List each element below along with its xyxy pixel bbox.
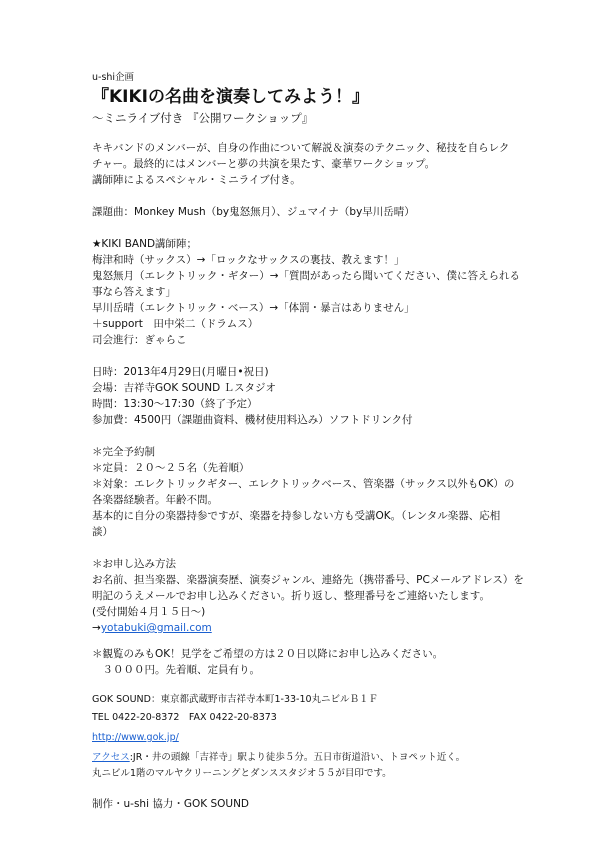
lecturers-heading: ★KIKI BAND講師陣；	[92, 238, 198, 250]
gok-url-line	[92, 730, 179, 746]
reservation-line: ＊定員：２０〜２５名（先着順）	[92, 462, 250, 474]
apply-heading: ＊お申し込み方法	[92, 558, 176, 570]
event-time: 時間：13:30〜17:30（終了予定）	[92, 398, 258, 410]
apply-line: お名前、担当楽器、楽器演奏歴、演奏ジャンル、連絡先（携帯番号、PCメールアドレス）を	[92, 574, 524, 586]
songs-line: 課題曲：Monkey Mush（by鬼怒無月）、ジュマイナ（by早川岳晴）	[92, 206, 415, 218]
arrow-label: →	[92, 622, 101, 634]
host-line: 司会進行：ぎゃらこ	[92, 334, 187, 346]
reservation-line: 各楽器経験者。年齢不問。	[92, 494, 218, 506]
event-fee: 参加費：4500円（課題曲資料、機材使用料込み）ソフトドリンク付	[92, 414, 413, 426]
apply-start: (受付開始４月１５日〜)	[92, 606, 206, 618]
lecturer-line: 鬼怒無月（エレクトリック・ギター）→「質問があったら聞いてください、僕に答えられる	[92, 270, 520, 282]
lecturer-line: 早川岳晴（エレクトリック・ベース）→「体罰・暴言はありません」	[92, 302, 415, 314]
footer-credit: 制作・u-shi 協力・GOK SOUND	[92, 798, 250, 810]
access-link[interactable]: アクセス	[92, 752, 130, 763]
access-line-2: 丸ニビル1階のマルヤクリーニングとダンススタジオ５５が目印です。	[92, 768, 392, 779]
event-date: 日時：2013年4月29日(月曜日•祝日)	[92, 366, 269, 378]
page-title: 『KIKIの名曲を演奏してみよう！』	[92, 87, 369, 107]
event-venue: 会場：吉祥寺GOK SOUND Ｌスタジオ	[92, 382, 277, 394]
viewing-line: ＊観覧のみもOK！見学をご希望の方は２０日以降にお申し込みください。	[92, 648, 444, 660]
lecturer-line: ＋support 田中栄二（ドラムス）	[92, 318, 259, 330]
planner-label: u-shi企画	[92, 72, 135, 83]
lecturer-line: 梅津和時（サックス）→「ロックなサックスの裏技、教えます！」	[92, 254, 405, 266]
viewing-line: ３０００円。先着順、定員有り。	[92, 664, 260, 676]
intro-line: キキバンドのメンバーが、自身の作曲について解説＆演奏のテクニック、秘技を自らレク	[92, 142, 510, 154]
apply-line: 明記のうえメールでお申し込みください。折り返し、整理番号をご連絡いたします。	[92, 590, 490, 602]
gok-address: GOK SOUND：東京都武蔵野市吉祥寺本町1-33-10丸ニビルＢ１Ｆ	[92, 694, 379, 705]
gok-phone: TEL 0422-20-8372 FAX 0422-20-8373	[92, 712, 277, 723]
reservation-line: ＊対象：エレクトリックギター、エレクトリックベース、管楽器（サックス以外もOK）の	[92, 478, 515, 490]
email-line	[92, 620, 212, 636]
access-text: :JR・井の頭線「吉祥寺」駅より徒歩５分。五日市街道沿い、トヨペット近く。	[129, 752, 466, 763]
intro-line: チャー。最終的にはメンバーと夢の共演を果たす、豪華ワークショップ。	[92, 158, 436, 170]
intro-line: 講師陣によるスペシャル・ミニライブ付き。	[92, 174, 301, 186]
lecturer-line: 事なら答えます」	[92, 286, 176, 298]
gok-url-link[interactable]: http://www.gok.jp/	[92, 732, 179, 743]
page-subtitle: 〜ミニライブ付き 『公開ワークショップ』	[92, 111, 314, 125]
access-line	[92, 750, 465, 766]
email-link[interactable]: yotabuki@gmail.com	[100, 622, 212, 634]
reservation-line: ＊完全予約制	[92, 446, 155, 458]
reservation-line: 基本的に自分の楽器持参ですが、楽器を持参しない方も受講OK。（レンタル楽器、応相	[92, 510, 501, 522]
reservation-line: 談）	[92, 526, 113, 538]
